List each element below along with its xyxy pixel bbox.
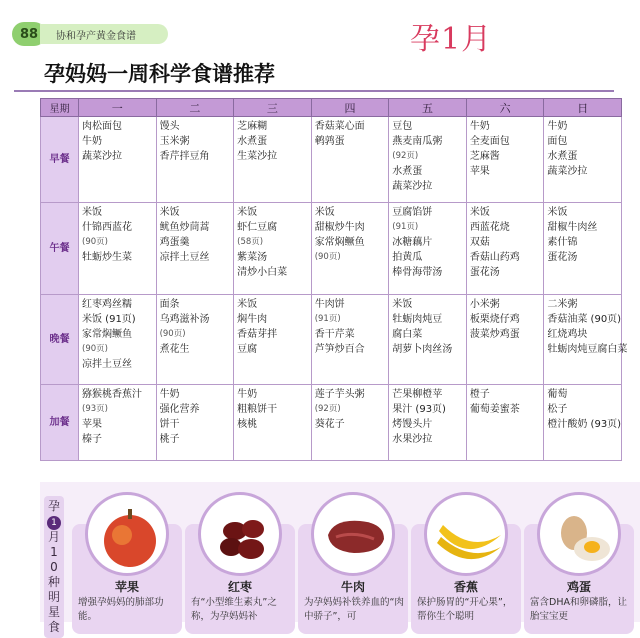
dish-item: 水煮蛋 bbox=[237, 136, 268, 147]
recipe-page-ref: (90页) bbox=[82, 237, 108, 247]
dish-item: 红烧鸡块 bbox=[547, 329, 588, 340]
dish-item: 鸡蛋羹 bbox=[159, 237, 190, 248]
dish-item: 米饭 bbox=[547, 207, 568, 218]
dish-item: 冰糖藕片 bbox=[392, 237, 433, 248]
month-title: 孕1月 bbox=[410, 22, 493, 57]
dish-item: 面条 bbox=[159, 299, 180, 310]
star-label-suffix: 月10种明星食 bbox=[47, 530, 60, 634]
dish-item: 馒头 bbox=[159, 121, 180, 132]
dish-item: 凉拌土豆丝 bbox=[82, 359, 132, 370]
dish-item: 榛子 bbox=[82, 434, 102, 445]
food-name: 鸡蛋 bbox=[566, 580, 591, 594]
dish-item: 鱿鱼炒茼蒿 bbox=[159, 222, 210, 233]
menu-cell bbox=[311, 295, 389, 385]
food-name: 苹果 bbox=[114, 580, 139, 594]
dish-item: 菠菜炒鸡蛋 bbox=[469, 329, 520, 340]
recipe-page-ref: (92页) bbox=[392, 151, 419, 161]
menu-cell bbox=[389, 295, 467, 385]
dish-item: 甜椒炒牛肉 bbox=[314, 222, 365, 233]
recipe-page-ref: (58页) bbox=[237, 237, 264, 247]
food-desc: 保护肠胃的“开心果”，帮你生个聪明 bbox=[417, 597, 513, 622]
day-header: 一 bbox=[79, 99, 157, 117]
apple-icon bbox=[85, 492, 169, 576]
dish-item: 葡萄 bbox=[547, 389, 568, 400]
day-header: 五 bbox=[389, 99, 467, 117]
dish-item: 芦笋炒百合 bbox=[314, 344, 365, 355]
dish-item: 焖牛肉 bbox=[237, 314, 268, 325]
menu-cell bbox=[466, 295, 544, 385]
dish-item: 香菇菜心面 bbox=[314, 121, 365, 132]
food-desc: 有“小型维生素丸”之称，为孕妈妈补 bbox=[191, 597, 277, 622]
dish-item: 牛奶 bbox=[159, 389, 180, 400]
food-desc: 富含DHA和卵磷脂，让胎宝宝更 bbox=[530, 597, 627, 622]
star-foods-label bbox=[44, 496, 64, 638]
meal-row bbox=[41, 385, 622, 461]
page-title: 孕妈妈一周科学食谱推荐 bbox=[44, 62, 275, 86]
dish-item: 燕麦南瓜粥 bbox=[392, 136, 443, 147]
food-card-apple bbox=[72, 492, 182, 632]
dish-item: 拍黄瓜 bbox=[392, 252, 423, 263]
recipe-page-ref: (91页) bbox=[392, 222, 419, 232]
menu-cell bbox=[389, 117, 467, 203]
egg-icon bbox=[537, 492, 621, 576]
menu-cell bbox=[311, 203, 389, 295]
dish-item: 全麦面包 bbox=[469, 136, 510, 147]
meal-label: 加餐 bbox=[41, 385, 79, 461]
dish-item: 乌鸡滋补汤 bbox=[159, 314, 210, 325]
recipe-page-ref: (90页) bbox=[159, 329, 186, 339]
dish-item: 水果沙拉 bbox=[392, 434, 433, 445]
dish-item: 香芹拌豆角 bbox=[159, 151, 210, 162]
dish-item: 米饭 bbox=[237, 299, 258, 310]
dish-item: 什锦西蓝花 bbox=[82, 222, 132, 233]
dish-item: 核桃 bbox=[237, 419, 258, 430]
dish-item: 牛奶 bbox=[469, 121, 490, 132]
food-desc: 增强孕妈妈的肺部功能。 bbox=[78, 597, 164, 622]
menu-cell bbox=[79, 295, 157, 385]
red-date-icon bbox=[198, 492, 282, 576]
dish-item: 饼干 bbox=[159, 419, 180, 430]
menu-cell bbox=[466, 203, 544, 295]
dish-item: 米饭 bbox=[82, 207, 102, 218]
dish-item: 蛋花汤 bbox=[469, 267, 500, 278]
dish-item: 棒骨海带汤 bbox=[392, 267, 443, 278]
menu-cell bbox=[544, 117, 622, 203]
dish-item: 虾仁豆腐 bbox=[237, 222, 278, 233]
dish-item: 牡蛎炒生菜 bbox=[82, 252, 132, 263]
food-card-egg bbox=[524, 492, 634, 632]
dish-item: 牡蛎肉炖豆腐白菜 bbox=[547, 344, 628, 355]
star-label-number: 1 bbox=[47, 516, 61, 530]
menu-cell bbox=[311, 117, 389, 203]
dish-item: 水煮蛋 bbox=[392, 166, 423, 177]
dish-item: 苹果 bbox=[469, 166, 490, 177]
dish-item: 鹌鹑蛋 bbox=[314, 136, 345, 147]
banana-icon bbox=[424, 492, 508, 576]
dish-item: 豆包 bbox=[392, 121, 413, 132]
dish-item: 家常焖鳜鱼 bbox=[82, 329, 132, 340]
dish-item: 猕猴桃香蕉汁 bbox=[82, 389, 142, 400]
dish-item: 苹果 bbox=[82, 419, 102, 430]
menu-cell bbox=[234, 203, 312, 295]
dish-item: 粗粮饼干 bbox=[237, 404, 278, 415]
dish-item: 米饭 bbox=[159, 207, 180, 218]
dish-item: 素什锦 bbox=[547, 237, 578, 248]
menu-cell bbox=[79, 385, 157, 461]
dish-item: 果汁 (93页) bbox=[392, 404, 446, 415]
dish-item: 双菇 bbox=[469, 237, 490, 248]
day-header: 六 bbox=[466, 99, 544, 117]
dish-item: 香菇山药鸡 bbox=[469, 252, 520, 263]
star-label-prefix: 孕 bbox=[47, 499, 60, 513]
menu-cell bbox=[311, 385, 389, 461]
menu-cell bbox=[544, 385, 622, 461]
day-header: 二 bbox=[156, 99, 234, 117]
menu-cell bbox=[466, 117, 544, 203]
dish-item: 蔬菜沙拉 bbox=[392, 181, 433, 192]
food-card-beef bbox=[298, 492, 408, 632]
menu-cell bbox=[389, 385, 467, 461]
dish-item: 水煮蛋 bbox=[547, 151, 578, 162]
page-number-badge: 88 bbox=[12, 22, 46, 46]
dish-item: 桃子 bbox=[159, 434, 180, 445]
recipe-page-ref: (91页) bbox=[314, 314, 341, 324]
dish-item: 板栗烧仔鸡 bbox=[469, 314, 520, 325]
menu-cell bbox=[544, 295, 628, 385]
dish-item: 紫菜汤 bbox=[237, 252, 268, 263]
menu-cell bbox=[234, 295, 312, 385]
dish-item: 牛奶 bbox=[82, 136, 102, 147]
dish-item: 蔬菜沙拉 bbox=[82, 151, 122, 162]
day-header-row bbox=[41, 99, 622, 117]
dish-item: 小米粥 bbox=[469, 299, 500, 310]
dish-item: 豆腐馅饼 bbox=[392, 207, 433, 218]
food-name: 红枣 bbox=[227, 580, 252, 594]
food-name: 香蕉 bbox=[453, 580, 478, 594]
title-divider bbox=[14, 90, 614, 92]
menu-cell bbox=[156, 385, 234, 461]
dish-item: 葡萄姜蜜茶 bbox=[469, 404, 520, 415]
dish-item: 豆腐 bbox=[237, 344, 258, 355]
dish-item: 松子 bbox=[547, 404, 568, 415]
food-name: 牛肉 bbox=[340, 580, 365, 594]
dish-item: 米饭 bbox=[237, 207, 258, 218]
recipe-page-ref: (90页) bbox=[82, 344, 108, 354]
recipe-page-ref: (90页) bbox=[314, 252, 341, 262]
dish-item: 红枣鸡丝糯 bbox=[82, 299, 132, 310]
dish-item: 牛肉饼 bbox=[314, 299, 345, 310]
beef-icon bbox=[311, 492, 395, 576]
dish-item: 腐白菜 bbox=[392, 329, 423, 340]
dish-item: 香菇油菜 (90页) bbox=[547, 314, 622, 325]
menu-cell bbox=[544, 203, 622, 295]
dish-item: 甜椒牛肉丝 bbox=[547, 222, 598, 233]
dish-item: 肉松面包 bbox=[82, 121, 122, 132]
dish-item: 芝麻酱 bbox=[469, 151, 500, 162]
menu-cell bbox=[389, 203, 467, 295]
dish-item: 牡蛎肉炖豆 bbox=[392, 314, 443, 325]
dish-item: 西蓝花烧 bbox=[469, 222, 510, 233]
dish-item: 米饭 bbox=[469, 207, 490, 218]
recipe-page-ref: (93页) bbox=[82, 404, 108, 414]
dish-item: 凉拌土豆丝 bbox=[159, 252, 210, 263]
dish-item: 橙子 bbox=[469, 389, 490, 400]
meal-row bbox=[41, 295, 622, 385]
dish-item: 烤馒头片 bbox=[392, 419, 433, 430]
dish-item: 家常焖鳜鱼 bbox=[314, 237, 365, 248]
meal-label: 早餐 bbox=[41, 117, 79, 203]
dish-item: 强化营养 bbox=[159, 404, 200, 415]
day-header: 日 bbox=[544, 99, 622, 117]
dish-item: 香菇芽拌 bbox=[237, 329, 278, 340]
dish-item: 蔬菜沙拉 bbox=[547, 166, 588, 177]
menu-cell bbox=[156, 117, 234, 203]
dish-item: 牛奶 bbox=[547, 121, 568, 132]
meal-row bbox=[41, 203, 622, 295]
meal-label: 晚餐 bbox=[41, 295, 79, 385]
dish-item: 香干芹菜 bbox=[314, 329, 355, 340]
dish-item: 蛋花汤 bbox=[547, 252, 578, 263]
dish-item: 玉米粥 bbox=[159, 136, 190, 147]
food-card-red-date bbox=[185, 492, 295, 632]
meal-row bbox=[41, 117, 622, 203]
recipe-page-ref: (92页) bbox=[314, 404, 341, 414]
dish-item: 二米粥 bbox=[547, 299, 578, 310]
dish-item: 生菜沙拉 bbox=[237, 151, 278, 162]
dish-item: 面包 bbox=[547, 136, 568, 147]
menu-cell bbox=[234, 385, 312, 461]
day-header: 四 bbox=[311, 99, 389, 117]
dish-item: 橙汁酸奶 (93页) bbox=[547, 419, 622, 430]
menu-cell bbox=[79, 117, 157, 203]
food-card-banana bbox=[411, 492, 521, 632]
dish-item: 芝麻糊 bbox=[237, 121, 268, 132]
dish-item: 胡萝卜肉丝汤 bbox=[392, 344, 453, 355]
dish-item: 米饭 bbox=[314, 207, 335, 218]
weekly-menu-table bbox=[40, 98, 628, 461]
dish-item: 清炒小白菜 bbox=[237, 267, 288, 278]
menu-cell bbox=[466, 385, 544, 461]
dish-item: 米饭 (91页) bbox=[82, 314, 136, 325]
dish-item: 米饭 bbox=[392, 299, 413, 310]
menu-cell bbox=[234, 117, 312, 203]
book-title: 协和孕产黄金食谱 bbox=[40, 24, 168, 44]
dish-item: 葵花子 bbox=[314, 419, 345, 430]
menu-cell bbox=[156, 203, 234, 295]
dish-item: 煮花生 bbox=[159, 344, 190, 355]
food-desc: 为孕妈妈补铁养血的“肉中骄子”，可 bbox=[304, 597, 404, 622]
menu-cell bbox=[79, 203, 157, 295]
dish-item: 牛奶 bbox=[237, 389, 258, 400]
menu-cell bbox=[156, 295, 234, 385]
dish-item: 芒果柳橙苹 bbox=[392, 389, 443, 400]
weekday-corner-label: 星期 bbox=[41, 99, 79, 117]
dish-item: 莲子芋头粥 bbox=[314, 389, 365, 400]
day-header: 三 bbox=[234, 99, 312, 117]
meal-label: 午餐 bbox=[41, 203, 79, 295]
